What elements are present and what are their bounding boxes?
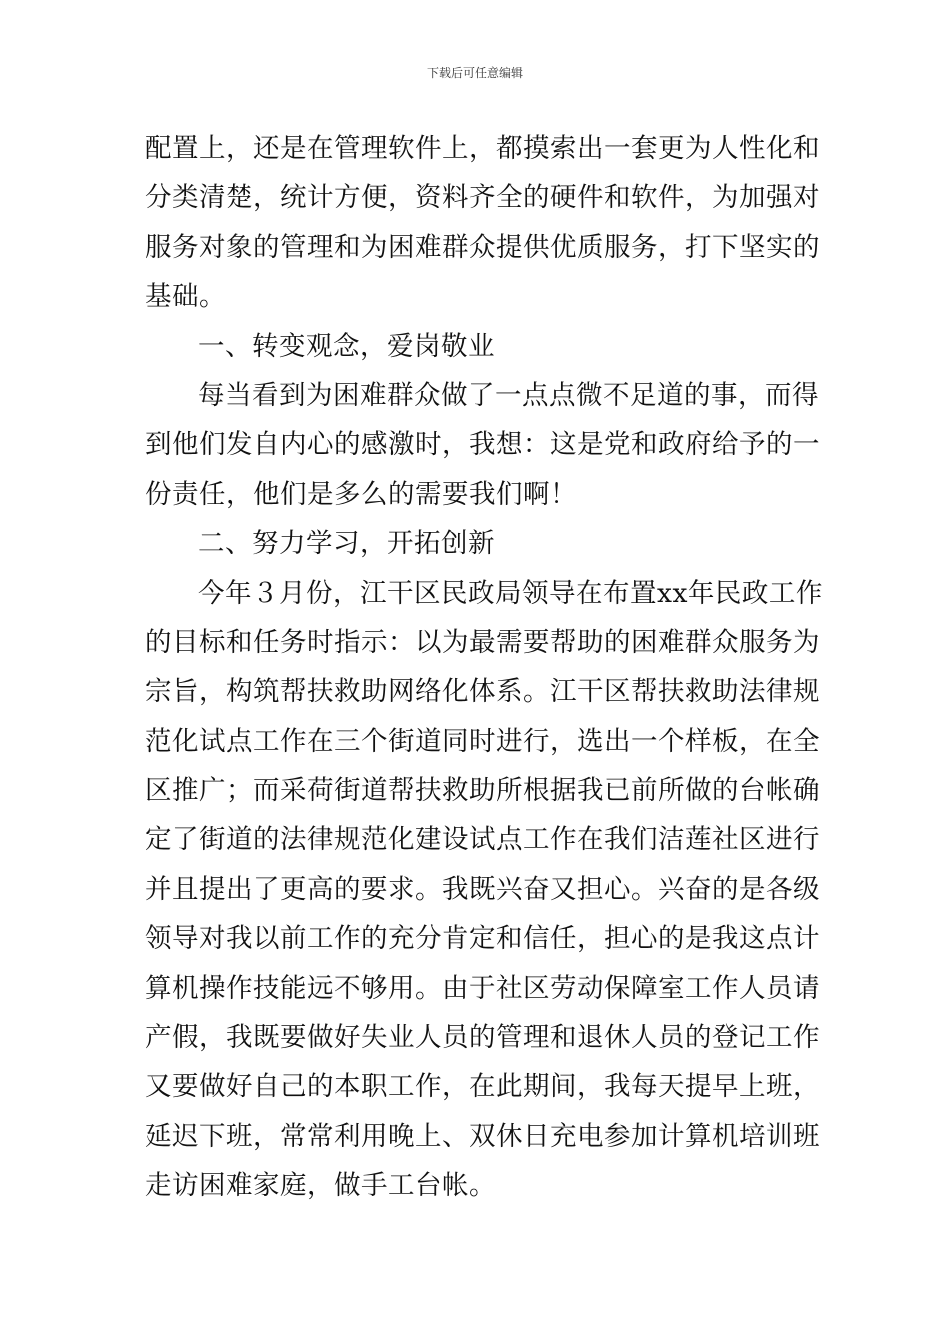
text-line: 每当看到为困难群众做了一点点微不足道的事，而得 (198, 379, 819, 411)
text-line: 算机操作技能远不够用。由于社区劳动保障室工作人员请 (145, 972, 820, 1004)
text-line: 配置上，还是在管理软件上，都摸索出一套更为人性化和 (145, 133, 820, 164)
text-line: 到他们发自内心的感激时，我想：这是党和政府给予的一 (145, 429, 820, 461)
text-line: 领导对我以前工作的充分肯定和信任，担心的是我这点计 (145, 923, 820, 955)
text-line: 产假，我既要做好失业人员的管理和退休人员的登记工作 (145, 1022, 820, 1054)
text-line: 二、努力学习，开拓创新 (198, 528, 495, 560)
text-line: 走访困难家庭，做手工台帐。 (145, 1170, 496, 1202)
text-line: 范化试点工作在三个街道同时进行，选出一个样板，在全 (145, 725, 820, 757)
document-body (145, 124, 823, 1211)
text-line: 的目标和任务时指示：以为最需要帮助的困难群众服务为 (145, 626, 820, 658)
text-line: 份责任，他们是多么的需要我们啊！ (145, 478, 577, 510)
text-line: 又要做好自己的本职工作，在此期间，我每天提早上班， (145, 1071, 820, 1103)
text-line: 服务对象的管理和为困难群众提供优质服务，打下坚实的 (145, 231, 820, 263)
text-line: 定了街道的法律规范化建设试点工作在我们洁莲社区进行 (145, 824, 820, 856)
text-line: 基础。 (145, 281, 226, 313)
text-line: 一、转变观念，爱岗敬业 (198, 330, 495, 362)
text-line: 并且提出了更高的要求。我既兴奋又担心。兴奋的是各级 (145, 873, 820, 905)
text-line: 延迟下班，常常利用晚上、双休日充电参加计算机培训班 (145, 1120, 820, 1152)
text-line: 今年３月份，江干区民政局领导在布置xx年民政工作 (198, 577, 823, 609)
page-header: 下载后可任意编辑 (426, 66, 523, 80)
text-line: 宗旨，构筑帮扶救助网络化体系。江干区帮扶救助法律规 (145, 676, 820, 708)
text-line: 分类清楚，统计方便，资料齐全的硬件和软件，为加强对 (145, 182, 820, 214)
text-line: 区推广；而采荷街道帮扶救助所根据我已前所做的台帐确 (145, 775, 820, 807)
